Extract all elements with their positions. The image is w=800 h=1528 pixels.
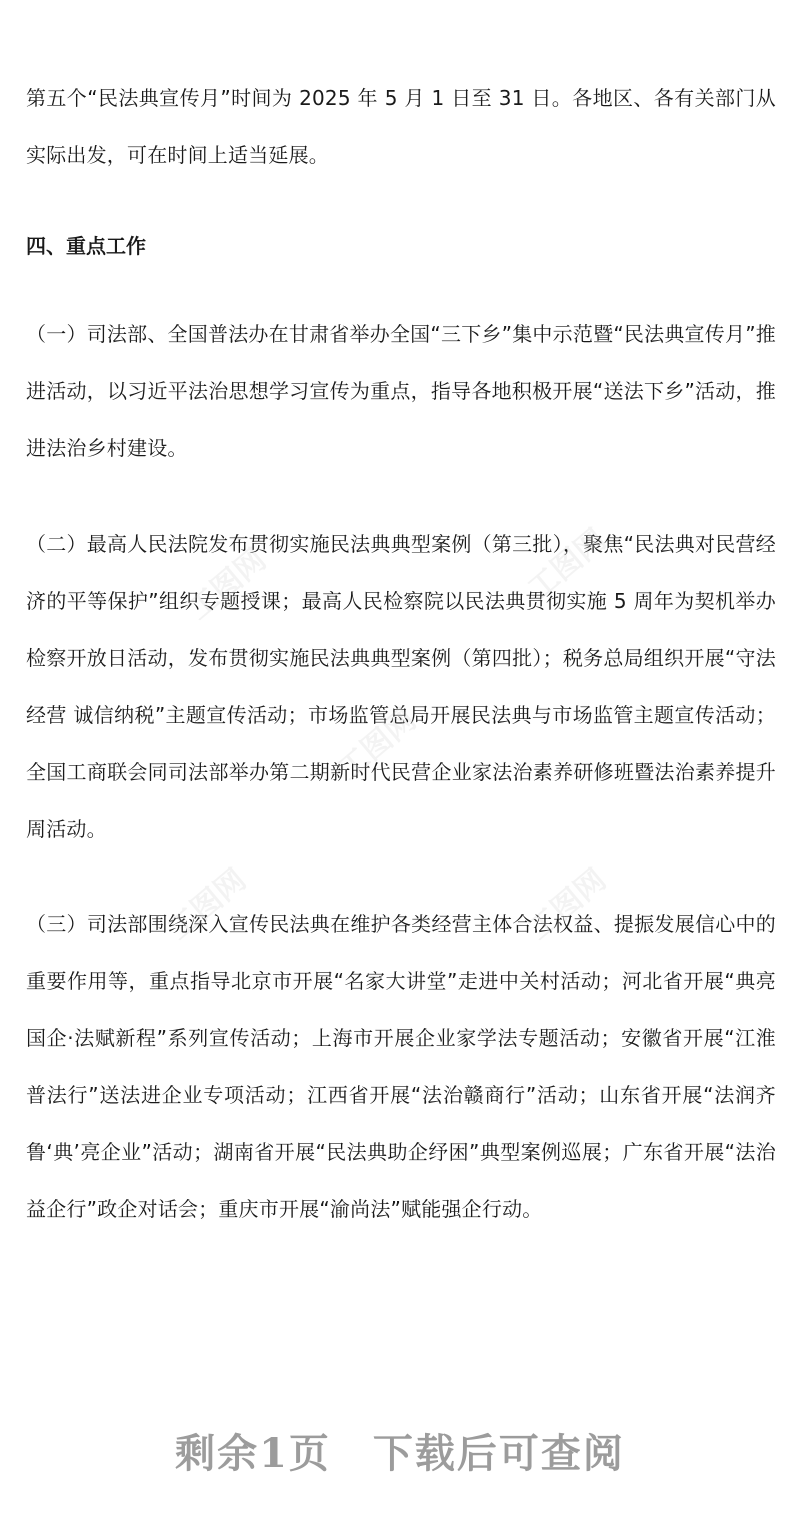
section-heading: 四、重点工作	[26, 234, 146, 258]
work-item-2: （二）最高人民法院发布贯彻实施民法典典型案例（第三批），聚焦“民法典对民营经济的平等保护”组织专题授课；最高人民检察院以民法典贯彻实施 5 周年为契机举办检察开放日活动，发布贯彻实施民法典典型案例（第四批）；税务总局组织开展“守法经营 诚信纳税”主题宣传活动；市场监管总局开展民法典与市场监管主题宣传活动；全国工商联会同司法部举办第二期新时代民营企业家法治素养研修班暨法治素养提升周活动。	[26, 532, 776, 841]
remaining-pages-label: 剩余1页	[175, 1430, 331, 1477]
watermark: 工图网	[521, 522, 613, 608]
watermark: 工图网	[161, 862, 253, 948]
download-prompt-banner[interactable]	[0, 1422, 800, 1479]
watermark: 工图网	[521, 862, 613, 948]
watermark: 工图网	[331, 702, 423, 788]
download-to-view-label: 下载后可查阅	[372, 1430, 625, 1477]
work-item-3: （三）司法部围绕深入宣传民法典在维护各类经营主体合法权益、提振发展信心中的重要作用等，重点指导北京市开展“名家大讲堂”走进中关村活动；河北省开展“典亮国企·法赋新程”系列宣传活动；上海市开展企业家学法专题活动；安徽省开展“江淮普法行”送法进企业专项活动；江西省开展“法治赣商行”活动；山东省开展“法润齐鲁‘典’亮企业”活动；湖南省开展“民法典助企纾困”典型案例巡展；广东省开展“法治益企行”政企对话会；重庆市开展“渝尚法”赋能强企行动。	[26, 912, 776, 1221]
work-item-1: （一）司法部、全国普法办在甘肃省举办全国“三下乡”集中示范暨“民法典宣传月”推进活动，以习近平法治思想学习宣传为重点，指导各地积极开展“送法下乡”活动，推进法治乡村建设。	[26, 322, 776, 460]
intro-paragraph: 第五个“民法典宣传月”时间为 2025 年 5 月 1 日至 31 日。各地区、各有关部门从实际出发，可在时间上适当延展。	[26, 86, 776, 167]
watermark: 工图网	[181, 542, 273, 628]
